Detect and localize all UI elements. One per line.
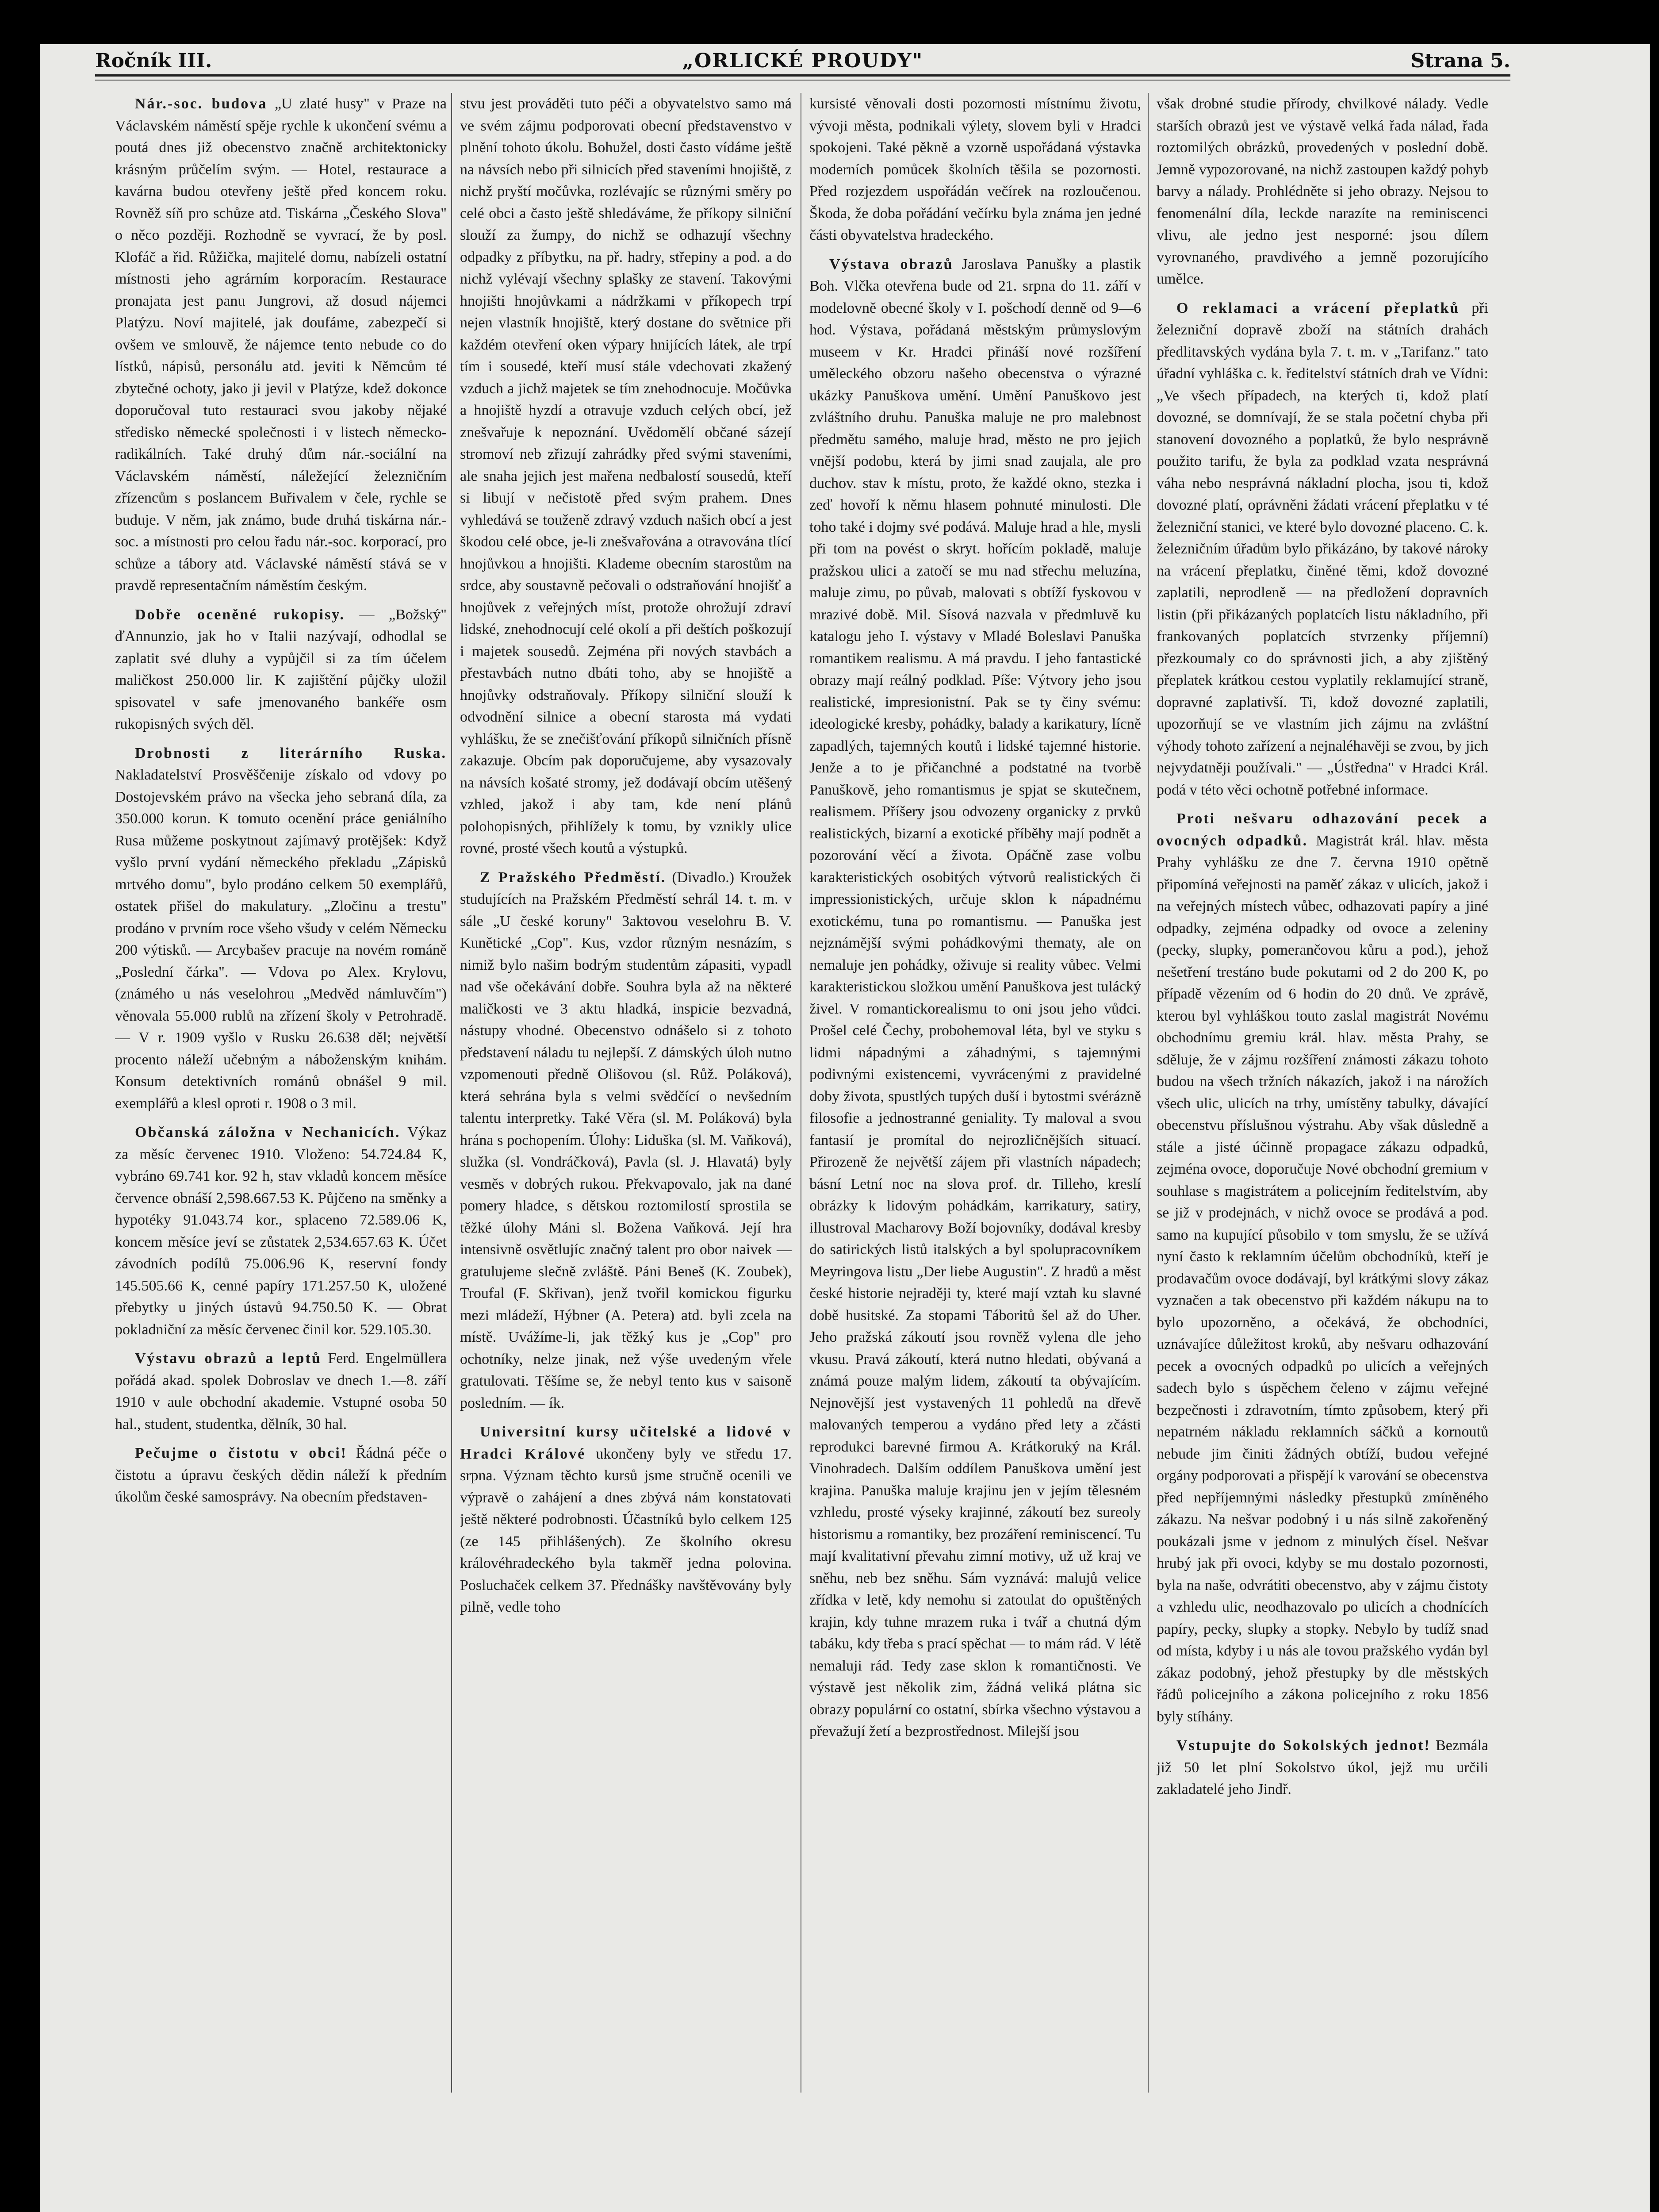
article-text: „U zlaté husy" v Praze na Václavském náměstí spěje rychle k ukončení svému a poutá dnes již obecenstvo značně architektonicky krásným průčelím svým. — Hotel, restaurace a kavárna budou otevřeny ještě před koncem roku. Rovněž síň pro schůze atd. Tiskárna „Českého Slova" o něco později. Rozhodně se vyvrací, že by posl. Klofáč a řid. Růžička, majitelé domu, nabízeli ostatní místnosti jeho agrárním korporacím. Restaurace pronajata jest panu Jungrovi, až dosud nájemci Platýzu. Noví majitelé, jak doufáme, zabezpečí si ovšem ve smlouvě, že nájemce tento nebude co do lístků, nápisů, personálu atd. jeviti k Němcům té zbytečné ochoty, jako ji jevil v Platýze, kdež dokonce doporučoval tuto restauraci svou jakoby nějaké středisko německé společnosti i v listech německo-radikálních. Také druhý dům nár.-sociální na Václavském náměstí, náležející železničním zřízencům s poslancem Buřivalem v čele, rychle se buduje. V něm, jak známo, bude druhá tiskárna nár.-soc. a místnosti pro celou řadu nár.-soc. korporací, pro schůze a tábory atd. Václavské náměstí stává se v pravdě representačním náměstím českým. bbox=[115, 96, 447, 594]
article-heading: Z Pražského Předměstí. bbox=[480, 869, 667, 886]
article-paragraph bbox=[115, 1121, 447, 1340]
article-text: Ferd. Engelmüllera pořádá akad. spolek Dobroslav ve dnech 1.—8. září 1910 v aule obchodní akademie. Vstupné osoba 50 hal., student, studentka, dělník, 30 hal. bbox=[115, 1350, 447, 1432]
article-paragraph bbox=[1157, 297, 1488, 801]
page-header bbox=[95, 41, 1510, 76]
article-text: Řádná péče o čistotu a úpravu českých dědin náleží k předním úkolům české samosprávy. Na obecním představen- bbox=[115, 1445, 447, 1505]
article-text: při železniční dopravě zboží na státních drahách předlitavských vydána byla 7. t. m. v „Tarifanz." tato úřadní vyhláška c. k. ředitelství státních drah ve Vídni: „Ve všech případech, na kterých ti, kdož platí dovozné, se domnívají, že se stala početní chyba při stanovení dovozného a poplatků, že bylo nesprávně použito tarifu, že byla za podklad vzata nesprávná váha nebo nesprávná nákladní plocha, jsou ti, kdož dovozné platí, oprávněni žádati vrácení přeplatku v té železniční stanici, ve které bylo dovozné placeno. C. k. železničním úřadům bylo přikázáno, by takové nároky na vrácení přeplatku, činěné těmi, kdož dovozné zaplatili, neprodleně — na předložení dopravních listin (při přikázaných poplatcích listu nákladního, při frankovaných poplatcích stvrzenky příjemní) přezkoumaly co do správnosti jich, a aby zjištěný přeplatek krátkou cestou vyplatily reklamující straně, dopravné zaplativší. Ti, kdož dovozné zaplatili, upozorňují se ve vlastním jich zájmu na zvláštní výhody tohoto zařízení a nejnaléhavěji se zvou, by jich nejvydatněji používali." — „Ústředna" v Hradci Král. podá v této věci ochotně potřebné informace. bbox=[1157, 300, 1488, 798]
article-paragraph bbox=[115, 1348, 447, 1435]
volume-label: Ročník III. bbox=[95, 50, 212, 72]
article-paragraph bbox=[115, 93, 447, 597]
article-heading: Nár.-soc. budova bbox=[135, 96, 268, 112]
article-paragraph bbox=[115, 604, 447, 735]
article-heading: Pečujme o čistotu v obci! bbox=[135, 1445, 348, 1461]
column-4 bbox=[1157, 93, 1488, 2212]
article-paragraph bbox=[809, 253, 1141, 1743]
article-heading: Dobře oceněné rukopisy. bbox=[135, 606, 345, 623]
article-text: Magistrát král. hlav. města Prahy vyhlášku ze dne 7. června 1910 opětně připomíná veřejnosti na paměť zákaz v ulicích, jakož i na veřejných místech vůbec, odhazovati papíry a jiné odpadky, zejména odpadky od ovoce a zeleniny (pecky, slupky, pomerančovou kůru a pod.), jehož nešetření trestáno bude pokutami od 2 do 200 K, po případě vězením od 6 hodin do 20 dnů. Ve zprávě, kterou byl vyhláškou touto zaslal magistrát Novému obchodnímu gremiu král. hlav. města Prahy, se sděluje, že v zájmu rozšíření známosti zákazu tohoto budou na všech tržních nákazích, jakož i na nárožích všech ulic, ulicích na trhy, umístěny tabulky, dávající obecenstvu příslušnou výstrahu. Aby však důsledně a stále a jisté účinně propagace zákazu odpadků, zejména ovoce, doporučuje Nové obchodní gremium v souhlase s magistrátem a policejním ředitelstvím, aby se již v prodejnách, v nichž ovoce se prodává a pod. samo na kupující působilo v tom smyslu, že se užívá nyní často k reklamním účelům obchodníků, kteří je prodavačům ovoce dodávají, byl krátkými slovy zákaz vyznačen a tak obecenstvo při každém nákupu na to bylo upozorněno, a očekává, že obchodníci, uznávajíce důležitost kroků, aby nešvaru odhazování pecek a ovocných odpadků po ulicích a veřejných sadech bylo s úspěchem čeleno v zájmu veřejné bezpečnosti i zdravotním, tímto způsobem, který při nepatrném nákladu reklamních sáčků a kornoutů nebude jim činiti žádných obtíží, budou veřejné orgány podporovati a přispějí k varování se obecenstva před nepříjemnými následky přestupků zmíněného zákazu. Na nešvar podobný i u nás silně zakořeněný poukázali jsme v jednom z minulých čísel. Nešvar hrubý jak při ovoci, kdyby se mu dostalo pozornosti, byla na naše, odvrátiti obecenstvo, aby v zájmu čistoty a vzhledu ulic, neodhazovalo po ulicích a chodnících papíry, pecky, slupky a stopky. Nebylo by tudíž snad od místa, kdyby i u nás ale tovou pražského vydán byl zákaz podobný, jehož přestupky by dle městských řádů policejního a zákona policejního z roku 1856 byly stíhány. bbox=[1157, 832, 1488, 1725]
article-heading: Proti nešvaru odhazování pecek a ovocných odpadků. bbox=[1157, 810, 1488, 849]
article-paragraph bbox=[115, 1442, 447, 1508]
article-text: (Divadlo.) Kroužek studujících na Pražském Předměstí sehrál 14. t. m. v sále „U české koruny" 3aktovou veselohru B. V. Kunětické „Cop". Kus, vzdor různým nesnázím, s nimiž bylo našim bodrým studentům zápasiti, vypadl nad vše očekávání dobře. Souhra byla až na některé maličkosti ve 3 aktu hladká, inspicie bezvadná, nástupy vhodné. Obecenstvo odnášelo si z tohoto představení náladu tu nejlepší. Z dámských úloh nutno vzpomenouti předně Olišovou (sl. Růž. Poláková), která sehrána byla s velmi svědčící o nevšedním talentu interpretky. Také Věra (sl. M. Poláková) byla hrána s pochopením. Úlohy: Liduška (sl. M. Vaňková), služka (sl. Vondráčková), Pavla (sl. J. Hlavatá) byly vesměs v dobrých rukou. Překvapovalo, jak na dané pomery hladce, s dětskou roztomilostí sprostila se těžké úlohy Máni sl. Božena Vaňková. Její hra intensivně osvětlujíc značný talent pro obor naivek — gratulujeme slečně zvláště. Páni Beneš (K. Zoubek), Troufal (F. Skřivan), jenž tvořil komickou figurku mezi mládeží, Hýbner (A. Petera) atd. byli zcela na místě. Uvážíme-li, jak těžký kus je „Cop" pro ochotníky, nelze jinak, než výše uvedeným vřele gratulovati. Těšíme se, že nebyl tento kus v saisoně posledním. — ík. bbox=[460, 869, 792, 1411]
article-paragraph bbox=[460, 93, 792, 860]
header-rule-thin bbox=[95, 80, 1510, 81]
article-text: kursisté věnovali dosti pozornosti místnímu životu, vývoji města, podnikali výlety, slovem byli v Hradci spokojeni. Také pěkně a vzorně uspořádaná výstavka moderních pomůcek školních těšila se pozornosti. Před rozjezdem uspořádán večírek na rozloučenou. Škoda, že doba pořádání večírku byla známa jen jedné části obyvatelstva hradeckého. bbox=[809, 96, 1141, 243]
article-heading: Drobnosti z literárního Ruska. bbox=[135, 745, 447, 761]
article-heading: Výstava obrazů bbox=[829, 256, 954, 273]
article-text: ukončeny byly ve středu 17. srpna. Význam těchto kursů jsme stručně ocenili ve výpravě o zahájení a dnes zbývá nám konstatovati ještě některé podrobnosti. Účastníků bylo celkem 125 (ze 145 přihlášených). Ze školního okresu královéhradeckého byla takměř jedna polovina. Posluchaček celkem 37. Přednášky navštěvovány byly pilně, vedle toho bbox=[460, 1445, 792, 1615]
article-heading: Vstupujte do Sokolských jednot! bbox=[1176, 1737, 1431, 1754]
article-heading: Universitní kursy učitelské a lidové v Hradci Králové bbox=[460, 1424, 792, 1462]
newspaper-title: „ORLICKÉ PROUDY" bbox=[682, 50, 923, 72]
article-paragraph bbox=[1157, 1735, 1488, 1801]
article-heading: Občanská záložna v Nechanicích. bbox=[135, 1124, 401, 1141]
article-text: Bezmála již 50 let plní Sokolstvo úkol, jejž mu určili zakladatelé jeho Jindř. bbox=[1157, 1737, 1488, 1797]
article-paragraph bbox=[809, 93, 1141, 246]
column-2 bbox=[460, 93, 792, 2212]
column-3 bbox=[809, 93, 1141, 2212]
article-text: Jaroslava Panušky a plastik Boh. Vlčka otevřena bude od 21. srpna do 11. září v modelovně obecné školy v I. pošchodí denně od 9—6 hod. Výstava, pořádaná městským průmyslovým museem v Kr. Hradci přináší nové rozšíření uměleckého obzoru našeho obecenstva o výrazné ukázky Panuškova umění. Umění Panuškovo jest zvláštního druhu. Panuška maluje ne pro malebnost předmětu samého, maluje hrad, město ne pro jejich vnější podobu, která by jimi snad zaujala, ale pro duchov. stav k místu, proto, že každé okno, stezka i zeď hovoří k němu hlasem pohnuté minulosti. Dle toho také i dojmy své podává. Maluje hrad a hle, mysli při tom na povést o skryt. hořícím pokladě, maluje pražskou ulici a zatočí se mu nad střechu meluzína, maluje zimu, po půvab, malovati s obtíží fyskovou v mrazivé době. Mil. Sísová nazvala v předmluvě ku katalogu jeho I. výstavy v Mladé Boleslavi Panuška romantikem realismu. A má pravdu. I jeho fantastické obrazy mají reálný podklad. Píše: Výtvory jeho jsou realistické, impresionistní. Pak se ty činy svému: ideologické kresby, pohádky, balady a karikatury, lícně zapadlých, tajemných koutů i lidské tajemné historie. Jenže a to je přičanchné a podstatné na tvorbě Panuškově, jeho romantismus je spjat se skutečnem, realismem. Příšery jsou odvozeny organicky z prvků realistických, bizarní a exotické příběhy mají podnět a pozorování věcí a života. Opáčně zase volbu karakteristických osobitých výtvorů realistických či impressionistických, určuje sklon k nápadnému exotickému, tuna po romantismu. — Panuška jest nejznámější svými pohádkovými thematy, ale on nemaluje jen pohádky, oživuje si reality vůbec. Velmi karakteristickou složkou umění Panuškova jest tulácký živel. V romantickorealismu to oni jsou jeho vůdci. Prošel celé Čechy, probohemoval léta, byl ve styku s lidmi nápadnými a záhadnými, s tajemnými podivnými existencemi, vyvrácenými z pravidelné doby života, spustlých tupých duší i bytostmi svérázně filosofie a jednostranné geniality. Ty maloval a svou fantasií je promítal do nejrozličnějších situací. Přirozeně že největší zájem při vlastních nápadech; básní Letní noc na slova prof. dr. Tilleho, kreslí obrázky k lidovým pohádkám, karrikatury, satiry, illustroval Macharovy Boží bojovníky, dodával kresby do satirických listů italských a byl spolupracovníkem Meyringova listu „Der liebe Augustin". Z hradů a měst české historie nejraději ty, které mají vztah ku slavné době husitské. Za stopami Táboritů šel až do Uher. Jeho pražská zákoutí jsou rovněž vylena dle jeho vkusu. Pravá zákoutí, která nutno hledati, obývaná a známá pouze malým lidem, zákoutí ta obývajícím. Nejnovější jest vystavených 11 pohledů na dřevě malovaných temperou a vydáno před lety a zčásti reprodukci barevné firmou A. Krátkoruký na Král. Vinohradech. Dalším oddílem Panuškova umění jest krajina. Panuška maluje krajinu jen v jejím tělesném vzhledu, prosté výseky krajinné, zákoutí bez sureoly historismu a romantiky, bez prozáření reminiscencí. Tu mají kvalitativní převahu zimní motivy, už už kraj ve sněhu, neb bez sněhu. Sám vyznává: malujů velice zřídka v letě, kdy nemohu si zatoulat do opuštěných krajin, kdy tuhne mrazem ruka i tvář a chutná dým tabáku, kdy třeba s prací spěchat — to mám rád. V létě nemaluji rád. Tedy zase sklon k romantičnosti. Ve výstavě jest několik zim, žádná veliká plátna sic obrazy populární co ostatní, sbírka všechno výstavou a převažují žetí a bezprostřednost. Milejší jsou bbox=[809, 256, 1141, 1740]
article-paragraph bbox=[460, 1421, 792, 1618]
article-paragraph bbox=[115, 742, 447, 1115]
article-text: Nakladatelství Prosvěščenije získalo od vdovy po Dostojevském právo na všecka jeho sebraná díla, za 350.000 korun. K tomuto ocenění práce geniálního Rusa můžeme poskytnout zajímavý protějšek: Když vyšlo první vydání německého překladu „Zápisků mrtvého domu", bylo prodáno celkem 50 exemplářů, ostatek přišel do makulatury. „Zločinu a trestu" prodáno v prvním roce všeho všudy v celém Německu 200 výtisků. — Arcybašev pracuje na novém románě „Poslední čárka". — Vdova po Alex. Krylovu, (známého u nás veselohrou „Medvěd námluvčím") věnovala 55.000 rublů na zřízení školy v Petrohradě. — V r. 1909 vyšlo v Rusku 26.638 děl; největší procento náleží učebným a náboženským knihám. Konsum detektivních románů obnášel 9 mil. exemplářů a klesl oproti r. 1908 o 3 mil. bbox=[115, 767, 447, 1112]
article-paragraph bbox=[1157, 93, 1488, 290]
article-text: stvu jest prováděti tuto péči a obyvatelstvo samo má ve svém zájmu podporovati obecní představenstvo v plnění tohoto úkolu. Bohužel, dosti často vídáme ještě na návsích nebo při silnicích před staveními hnojiště, z nichž pryští močůvka, rozlévajíc se různými směry po celé obci a často ještě shledáváme, že příkopy silniční slouží za žumpy, do nichž se odhazují všechny odpadky z příbytku, na př. hadry, střepiny a pod. a do nichž vylévají všechny splašky ze stavení. Takovými hnojišti hnojůvkami a nádržkami v příkopech trpí nejen vlastník hnojiště, který dostane do světnice při každém otevření oken výpary hnijících látek, ale trpí tím i sousedé, kteří musí stále vdechovati zkažený vzduch a jichž majetek se tím znehodnocuje. Močůvka a hnojiště hyzdí a otravuje vzduch celých obcí, jež znešvařuje k nepoznání. Uvědomělí občané sázejí stromoví neb zřizují zahrádky před svými staveními, ale snaha jejich jest mařena nedbalostí sousedů, kteří si libují v nečistotě před svým prahem. Dnes vyhledává se touženě zdravý vzduch našich obcí a jest škodou celé obce, je-li znešvařována a otravována tlící hnojůvkou a hnojišti. Klademe obecním starostům na srdce, aby soustavně pečovali o odstraňování hnojišť a hnojůvek z veřejných míst, protože ohrožují zdraví lidské, znehodnocují celé okolí a při deštích poškozují i majetek sousedů. Zejména při nových stavbách a přestavbách nutno dbáti toho, aby se hnojiště a hnojůvky odstraňovaly. Příkopy silniční slouží k odvodnění silnice a obecní starosta má vydati vyhlášku, že se znečišťování příkopů silničních přísně zakazuje. Obcím pak doporučujeme, aby vysazovaly na návsích košaté stromy, jež dodávají obcím utěšený vzhled, jakož i aby tam, kde není plánů polohopisných, přihlížely k tomu, by vznikly ulice rovné, prosté všech koutů a výstupků. bbox=[460, 96, 792, 856]
page-number: Strana 5. bbox=[1410, 50, 1510, 72]
article-text: Výkaz za měsíc červenec 1910. Vloženo: 54.724.84 K, vybráno 69.741 kor. 92 h, stav vkladů koncem měsíce července obnáší 2,598.667.53 K. Půjčeno na směnky a hypotéky 91.043.74 kor., splaceno 72.589.06 K, koncem měsíce jeví se zůstatek 2,534.657.63 K. Účet závodních podílů 75.006.96 K, reservní fondy 145.505.66 K, cenné papíry 171.257.50 K, uložené přebytky u jiných ústavů 94.750.50 K. — Obrat pokladniční za měsíc červenec činil kor. 529.105.30. bbox=[115, 1124, 447, 1338]
column-divider bbox=[451, 93, 452, 2093]
header-rule bbox=[95, 74, 1510, 77]
article-heading: Výstavu obrazů a leptů bbox=[135, 1350, 322, 1367]
article-text: však drobné studie přírody, chvilkové nálady. Vedle starších obrazů jest ve výstavě velká řada nálad, řada roztomilých obrázků, provedených v poslední době. Jemně vypozorované, na nichž zastoupen každý pohyb barvy a nálady. Prohlédněte si jeho obrazy. Nejsou to fenomenální díla, leckde narazíte na reminiscenci vlivu, ale jedno jest nesporné: jsou dílem vyrovnaného, pravdivého a jemně pozorujícího umělce. bbox=[1157, 96, 1488, 287]
column-1 bbox=[115, 93, 447, 2212]
article-paragraph bbox=[1157, 808, 1488, 1728]
article-heading: O reklamaci a vrácení přeplatků bbox=[1176, 300, 1460, 316]
article-paragraph bbox=[460, 867, 792, 1414]
column-divider bbox=[1148, 93, 1149, 2093]
article-text: — „Božský" ďAnnunzio, jak ho v Italii nazývají, odhodlal se zaplatit své dluhy a vypůjčil si za tím účelem maličkost 250.000 lir. K zajištění půjčky uložil spisovatel v safe jmenovaného bankéře osm rukopisných svých děl. bbox=[115, 606, 447, 732]
